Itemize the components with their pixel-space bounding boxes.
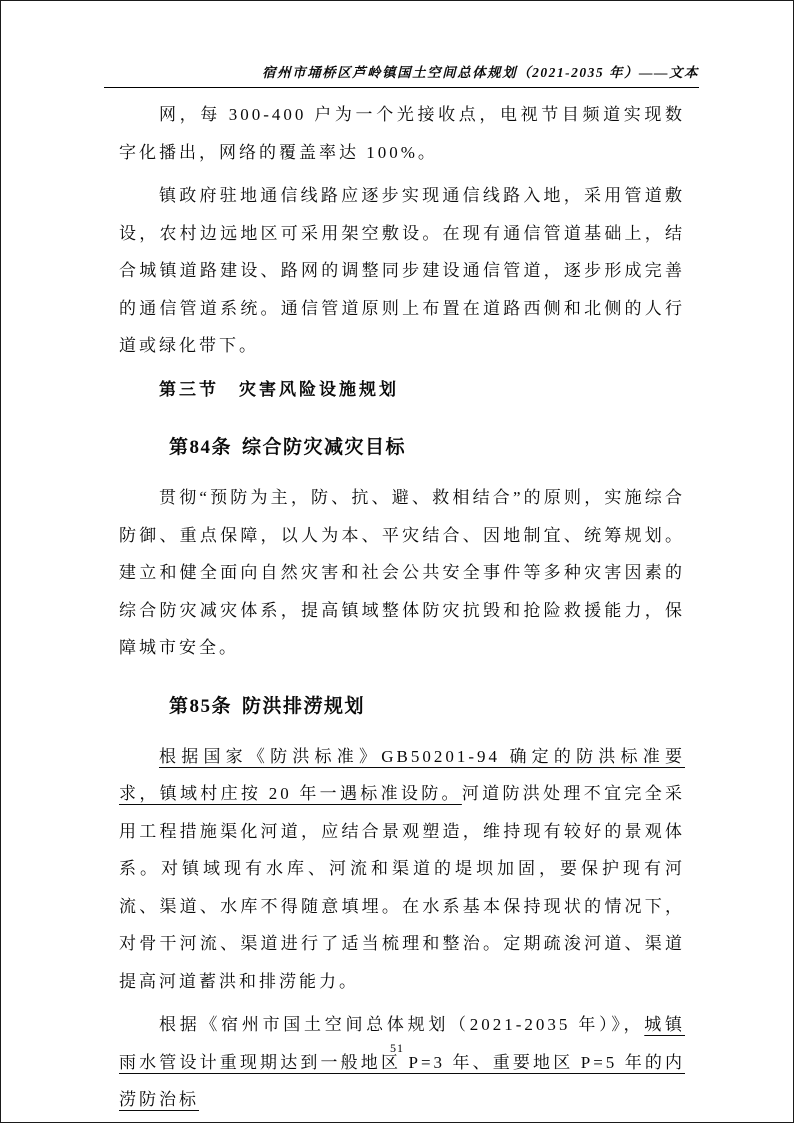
article-85-number: 第85条 (169, 695, 233, 717)
article-84-number: 第84条 (169, 437, 233, 458)
article-84-body: 贯彻“预防为主，防、抗、避、救相结合”的原则，实施综合防御、重点保障，以人为本、平灾结合、因地制宜、统筹规划。建立和健全面向自然灾害和社会公共安全事件等多种灾害因素的综合防灾减灾体系，提高镇域整体防灾抗毁和抢险救援能力，保障城市安全。 (119, 488, 685, 657)
article-84-heading (119, 432, 685, 459)
article-85-paragraph-2 (119, 1006, 685, 1119)
page-header-title: 宿州市埇桥区芦岭镇国土空间总体规划（2021-2035 年）——文本 (262, 65, 699, 80)
paragraph-broadcast-network: 网，每 300-400 户为一个光接收点，电视节目频道实现数字化播出，网络的覆盖率达 100%。 (119, 105, 685, 162)
master-plan-reference-text: 根据《宿州市国土空间总体规划（2021-2035 年）》， (159, 1015, 645, 1034)
section-heading: 第三节 灾害风险设施规划 (159, 379, 399, 399)
header-rule (104, 87, 699, 88)
flood-paragraph-rest: 河道防洪处理不宜完全采用工程措施渠化河道，应结合景观塑造，维持现有较好的景观体系。对镇域现有水库、河流和渠道的堤坝加固，要保护现有河流、渠道、水库不得随意填埋。在水系基本保持现状的情况下，对骨干河流、渠道进行了适当梳理和整治。定期疏浚河道、渠道提高河道蓄洪和排涝能力。 (119, 784, 686, 991)
stormwater-standard-underlined-text: 城镇雨水管设计重现期达到一般地区 P=3 年、重要地区 P=5 年的内涝防治标 (119, 1015, 685, 1109)
document-content (119, 96, 685, 1123)
article-84-title: 综合防灾减灾目标 (242, 437, 407, 458)
flood-standard-underlined-text: 根据国家《防洪标准》GB50201-94 确定的防洪标准要求，镇域村庄按 20 年一遇标准设防。 (119, 746, 685, 803)
article-85-heading (119, 691, 685, 718)
article-85-paragraph-1 (119, 738, 685, 1001)
article-85-title: 防洪排涝规划 (242, 695, 366, 717)
paragraph-telecom-lines: 镇政府驻地通信线路应逐步实现通信线路入地，采用管道敷设，农村边远地区可采用架空敷设。在现有通信管道基础上，结合城镇道路建设、路网的调整同步建设通信管道，逐步形成完善的通信管道系统。通信管道原则上布置在道路西侧和北侧的人行道或绿化带下。 (119, 186, 685, 355)
page-number: 51 (390, 1041, 404, 1055)
